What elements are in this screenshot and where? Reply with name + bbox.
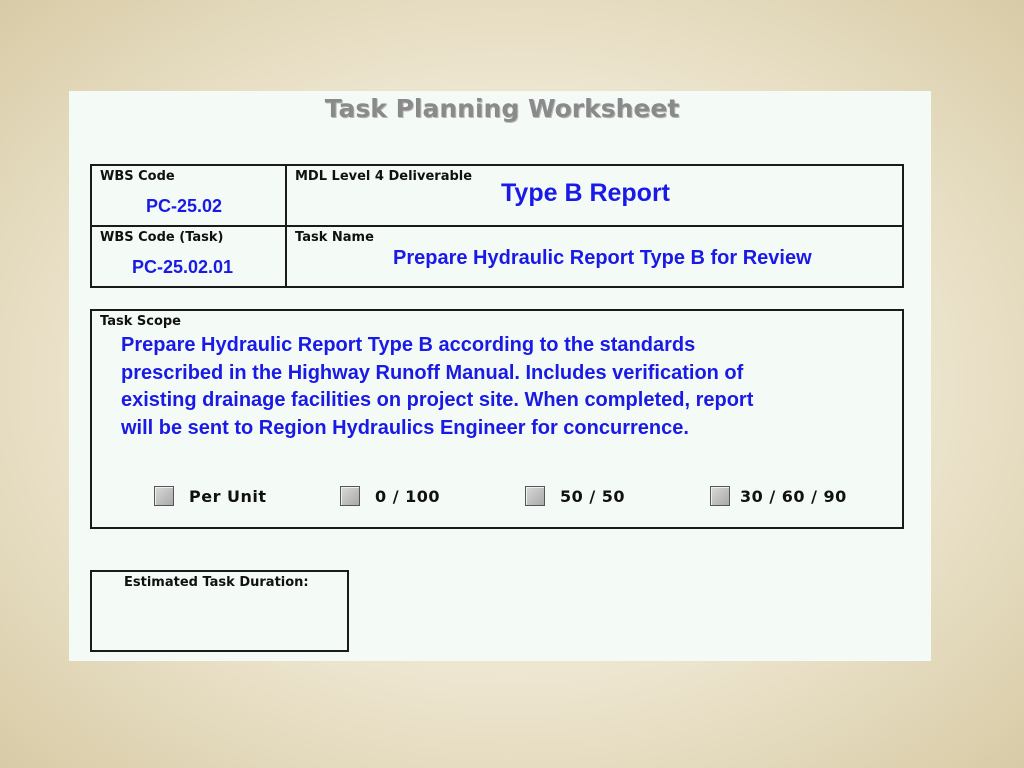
deliverable-value: Type B Report	[501, 179, 670, 207]
option-per-unit[interactable]	[154, 484, 267, 508]
wbs-code-label: WBS Code	[100, 169, 175, 184]
scope-line: Prepare Hydraulic Report Type B according to the standards	[121, 334, 696, 356]
50-50-label: 50 / 50	[560, 486, 626, 506]
wbs-code-value: PC-25.02	[146, 196, 223, 216]
deliverable-label: MDL Level 4 Deliverable	[295, 169, 473, 184]
scope-line: prescribed in the Highway Runoff Manual. Includes verification of	[121, 361, 744, 384]
option-0-100[interactable]	[340, 484, 440, 508]
scope-line: existing drainage facilities on project site. When completed, report	[121, 389, 754, 411]
wbs-task-value: PC-25.02.01	[132, 257, 234, 277]
per-unit-checkbox[interactable]	[154, 486, 174, 506]
task-name-value: Prepare Hydraulic Report Type B for Review	[393, 247, 812, 269]
option-30-60-90[interactable]	[710, 484, 847, 508]
worksheet-title: Task Planning Worksheet	[324, 94, 680, 123]
worksheet-sheet	[69, 91, 931, 661]
task-scope-label: Task Scope	[100, 314, 181, 329]
30-60-90-label: 30 / 60 / 90	[740, 486, 847, 506]
task-scope-text	[121, 332, 881, 442]
wbs-task-label: WBS Code (Task)	[100, 230, 224, 245]
duration-label: Estimated Task Duration:	[124, 575, 309, 590]
0-100-label: 0 / 100	[375, 486, 441, 506]
scope-line: will be sent to Region Hydraulics Engineer for concurrence.	[121, 416, 689, 439]
50-50-checkbox[interactable]	[525, 486, 545, 506]
task-name-label: Task Name	[295, 230, 374, 245]
30-60-90-checkbox[interactable]	[710, 486, 730, 506]
0-100-checkbox[interactable]	[340, 486, 360, 506]
option-50-50[interactable]	[525, 484, 625, 508]
per-unit-label: Per Unit	[189, 486, 267, 506]
